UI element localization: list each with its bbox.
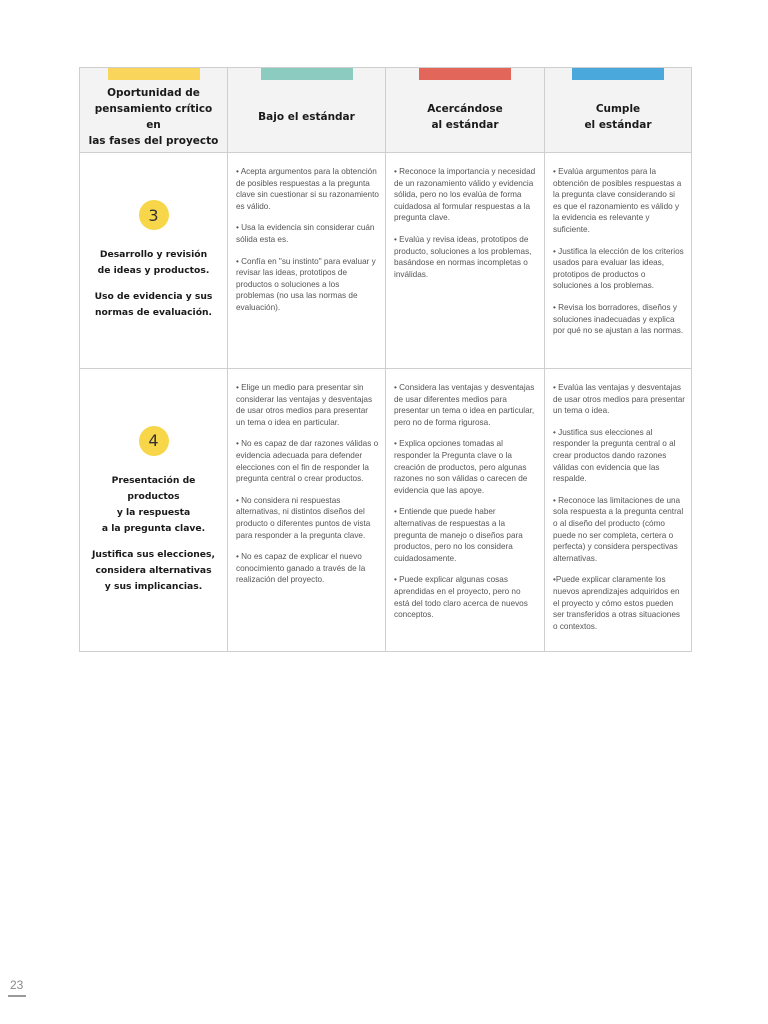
criteria-bajo — [228, 153, 386, 368]
criteria-item: • Justifica sus elecciones al responder la pregunta central o al crear productos dando razones válidas con evidencia que las respalde. — [553, 427, 676, 484]
criteria-item: • Evalúa las ventajas y desventajas de usar otros medios para presentar un tema o idea. — [553, 383, 685, 416]
criteria-item: • Justifica la elección de los criterios usados para evaluar las ideas, prototipos de productos o soluciones a los problemas. — [553, 246, 684, 291]
table-row — [80, 369, 691, 651]
header-title-acercandose: Acercándose al estándar — [427, 103, 503, 131]
header-title-cumple: Cumple el estándar — [584, 103, 652, 131]
criteria-cumple — [545, 369, 691, 651]
criteria-item: • Acepta argumentos para la obtención de posibles respuestas a la pregunta clave sin cuestionar si su razonamiento es válido. — [236, 167, 379, 211]
criteria-bajo — [228, 369, 386, 651]
page-number-rule — [8, 995, 26, 997]
criteria-cumple — [545, 153, 691, 368]
phase-subtitle: Justifica sus elecciones, considera alternativas y sus implicancias. — [92, 548, 215, 592]
criteria-item: • Explica opciones tomadas al responder la Pregunta clave o la creación de productos, pero algunas razones no son válidas o carecen de evidencia que las apoye. — [394, 439, 528, 495]
phase-subtitle: Uso de evidencia y sus normas de evaluación. — [94, 291, 213, 318]
teal-tab — [261, 68, 353, 80]
criteria-item: • Entiende que puede haber alternativas de respuestas a la pregunta de manejo o diseños para productos, pero no los considera cuidadosamente. — [394, 507, 523, 563]
header-cell-bajo — [228, 68, 386, 152]
phase-title: Presentación de productos y la respuesta a la pregunta clave. — [101, 474, 206, 534]
criteria-acercandose — [386, 369, 545, 651]
header-title-phase: Oportunidad de pensamiento crítico en las fases del proyecto — [88, 87, 219, 147]
criteria-item: • Usa la evidencia sin considerar cuán sólida esta es. — [236, 223, 375, 244]
criteria-item: • No considera ni respuestas alternativas, ni distintos diseños del producto o diferentes puntos de vista para responder a la pregunta clave. — [236, 495, 371, 540]
header-cell-cumple — [545, 68, 691, 152]
criteria-item: • Confía en "su instinto" para evaluar y revisar las ideas, prototipos de productos o soluciones a los problemas (no usa las normas de evaluación). — [236, 256, 376, 312]
blue-tab — [572, 68, 664, 80]
criteria-acercandose — [386, 153, 545, 368]
criteria-item: • No es capaz de explicar el nuevo conocimiento ganado a través de la realización del proyecto. — [236, 552, 366, 585]
rubric-table — [79, 67, 692, 652]
criteria-item: • No es capaz de dar razones válidas o evidencia adecuada para defender elecciones con el fin de responder la pregunta central o crear productos. — [236, 439, 379, 484]
table-header — [80, 68, 691, 153]
criteria-item: •Puede explicar claramente los nuevos aprendizajes adquiridos en el proyecto y cómo estos pueden ser transferidos a otras situaciones o contextos. — [553, 575, 680, 631]
criteria-item: • Evalúa y revisa ideas, prototipos de producto, soluciones a los problemas, basándose en normas incompletas o inválidas. — [394, 234, 532, 279]
yellow-tab — [108, 68, 200, 80]
phase-number-badge: 3 — [139, 200, 169, 230]
phase-number-badge: 4 — [139, 426, 169, 456]
phase-cell — [80, 153, 228, 368]
header-title-bajo: Bajo el estándar — [258, 111, 355, 123]
criteria-item: • Puede explicar algunas cosas aprendidas en el proyecto, pero no está del todo claro acerca de nuevos conceptos. — [394, 575, 528, 620]
criteria-item: • Considera las ventajas y desventajas de usar diferentes medios para presentar un tema o idea en particular, pero no de forma rigurosa. — [394, 383, 535, 427]
criteria-item: • Evalúa argumentos para la obtención de posibles respuestas a la pregunta clave considerando si es que el razonamiento es válido y la evidencia es relevante y suficiente. — [553, 167, 682, 234]
header-cell-acercandose — [386, 68, 545, 152]
criteria-item: • Reconoce las limitaciones de una sola respuesta a la pregunta central o al diseño del producto (cómo puede no ser completa, certera o perfecta) y considera perspectivas alternativas. — [553, 495, 684, 563]
phase-cell — [80, 369, 228, 651]
page-number: 23 — [10, 978, 24, 992]
phase-title: Desarrollo y revisión de ideas y productos. — [97, 249, 210, 276]
criteria-item: • Revisa los borradores, diseños y soluciones inadecuadas y explica por qué no se ajustan a las normas. — [553, 302, 684, 336]
header-cell-phase — [80, 68, 228, 152]
criteria-item: • Elige un medio para presentar sin considerar las ventajas y desventajas de usar otros medios para presentar un tema o idea en particular. — [236, 383, 373, 427]
criteria-item: • Reconoce la importancia y necesidad de un razonamiento válido y evidencia sólida, pero no los evalúa de forma cuidadosa al formular respuestas a la pregunta clave. — [394, 167, 536, 223]
red-tab — [419, 68, 511, 80]
table-row — [80, 153, 691, 369]
